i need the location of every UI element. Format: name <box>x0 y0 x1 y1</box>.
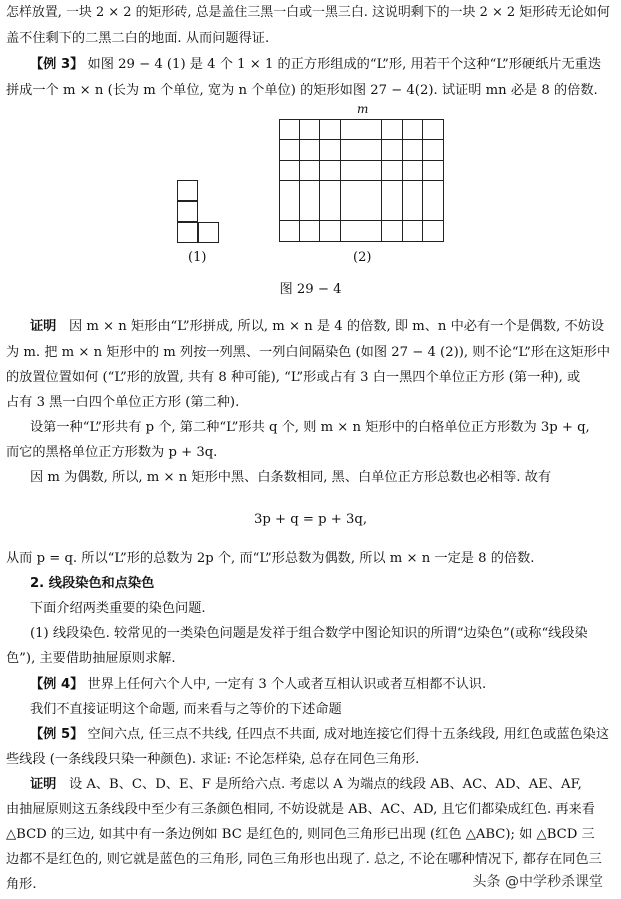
text-line: 盖不住剩下的二黑二白的地面. 从而问题得证. <box>6 31 270 46</box>
text-line: 些线段 (一条线段只染一种颜色). 求证: 不论怎样染, 总存在同色三角形. <box>6 752 420 767</box>
l-shape-squares <box>178 181 219 243</box>
text-line: 从而 p = q. 所以“L”形的总数为 2p 个, 而“L”形总数为偶数, 所以 m × n 一定是 8 的倍数. <box>6 551 535 566</box>
example-3-tag: 【例 3】 <box>30 57 84 72</box>
figure-title: 图 29 − 4 <box>279 282 342 297</box>
proof-tag: 证明 <box>30 777 57 792</box>
text-line: 角形. <box>6 877 37 892</box>
text-line: 空间六点, 任三点不共线, 任四点不共面, 成对地连接它们得十五条线段, 用红色或蓝色染这 <box>87 727 610 742</box>
text-line: 下面介绍两类重要的染色问题. <box>30 601 206 616</box>
text-line: 的放置位置如何 (“L”形的放置, 共有 8 种可能), “L”形或占有 3 白一黑四个单位正方形 (第一种), 或 <box>6 370 581 385</box>
text-line: 设 A、B、C、D、E、F 是所给六点. 考虑以 A 为端点的线段 AB、AC、AD、AE、AF, <box>68 777 582 792</box>
text-line: 色”), 主要借助抽屉原则求解. <box>6 651 176 666</box>
figure-caption-1: (1) <box>188 250 207 265</box>
example-5-tag: 【例 5】 <box>30 727 84 742</box>
text-line: 因 m 为偶数, 所以, m × n 矩形中黑、白条数相同, 黑、白单位正方形总数也必相等. 故有 <box>30 470 552 485</box>
text-line: 而它的黑格单位正方形数为 p + 3q. <box>6 445 218 460</box>
proof-1-line <box>30 316 615 338</box>
text-line: (1) 线段染色. 较常见的一类染色问题是发祥于组合数学中图论知识的所谓“边染色”(或称“线段染 <box>30 626 588 641</box>
section-heading: 2. 线段染色和点染色 <box>30 576 155 591</box>
text-line: 由抽屉原则这五条线段中至少有三条颜色相同, 不妨设就是 AB、AC、AD, 且它们都染成红色. 再来看 <box>6 802 595 817</box>
proof-2-line <box>30 774 615 796</box>
text-line: 占有 3 黑一白四个单位正方形 (第二种). <box>6 395 240 410</box>
rectangle-grid-figure <box>279 119 445 244</box>
grid-width-label: m <box>357 102 369 116</box>
text-line: 我们不直接证明这个命题, 而来看与之等价的下述命题 <box>30 702 342 717</box>
example-5-line <box>30 724 615 746</box>
text-line: 因 m × n 矩形由“L”形拼成, 所以, m × n 是 4 的倍数, 即 m、n 中必有一个是偶数, 不妨设 <box>68 319 605 334</box>
text-line: 边都不是红色的, 则它就是蓝色的三角形, 同色三角形也出现了. 总之, 不论在哪种情况下, 都存在同色三 <box>6 852 602 867</box>
text-line: 怎样放置, 一块 2 × 2 的矩形砖, 总是盖住三黑一白或一黑三白. 这说明剩下的一块 2 × 2 矩形砖无论如何 <box>6 5 610 20</box>
text-line: 世界上任何六个人中, 一定有 3 个人或者互相认识或者互相都不认识. <box>87 677 487 692</box>
formula: 3p + q = p + 3q, <box>253 512 368 527</box>
watermark: 头条 @中学秒杀课堂 <box>469 869 607 893</box>
text-line: 设第一种“L”形共有 p 个, 第二种“L”形共 q 个, 则 m × n 矩形中的白格单位正方形数为 3p + q, <box>30 420 590 435</box>
figure-caption-2: (2) <box>353 250 372 265</box>
example-3-line <box>30 54 615 76</box>
example-4-tag: 【例 4】 <box>30 677 84 692</box>
text-line: △BCD 的三边, 如其中有一条边例如 BC 是红色的, 则同色三角形已出现 (红色 △ABC); 如 △BCD 三 <box>6 827 595 842</box>
text-line: 如图 29 − 4 (1) 是 4 个 1 × 1 的正方形组成的“L”形, 用若干个这种“L”形硬纸片无重迭 <box>87 57 602 72</box>
text-line: 为 m. 把 m × n 矩形中的 m 列按一列黑、一列白间隔染色 (如图 27 − 4 (2)), 则不论“L”形在这矩形中 <box>6 345 611 360</box>
l-shape-figure <box>177 180 219 244</box>
example-4-line <box>30 674 615 696</box>
grid-lines <box>279 119 444 242</box>
proof-tag: 证明 <box>30 319 57 334</box>
text-line: 拼成一个 m × n (长为 m 个单位, 宽为 n 个单位) 的矩形如图 27 − 4(2). 试证明 mn 必是 8 的倍数. <box>6 83 598 98</box>
